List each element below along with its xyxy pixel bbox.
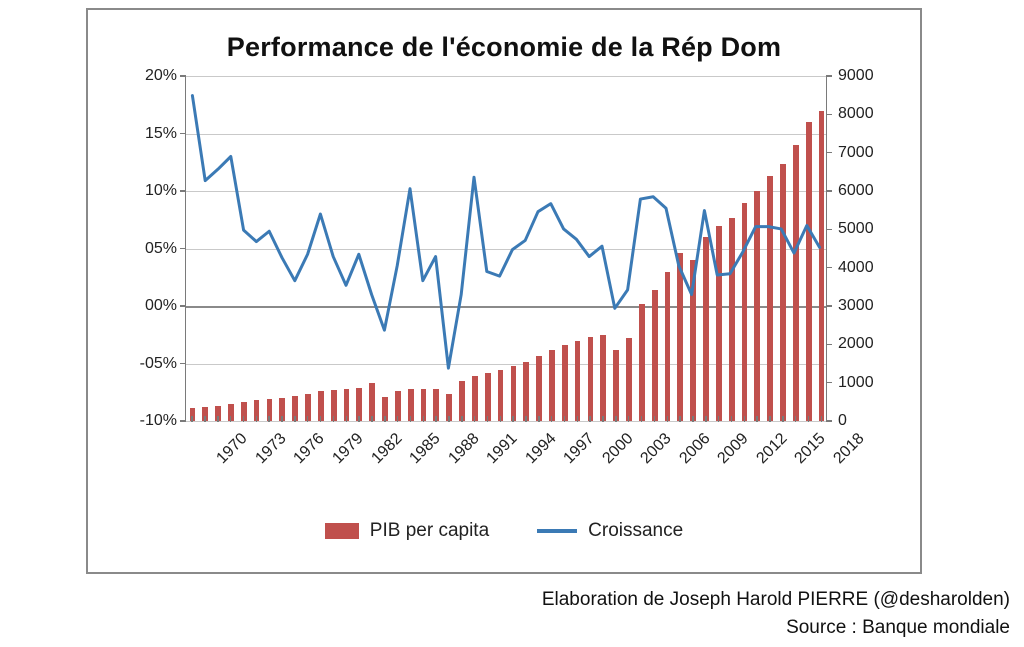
y-tick-label-right: 7000 xyxy=(838,143,874,161)
bar-swatch-icon xyxy=(325,523,359,539)
y-tick-label-left: 15% xyxy=(144,124,177,142)
x-tick-mark xyxy=(230,416,232,422)
x-tick-mark xyxy=(358,416,360,422)
x-tick-mark xyxy=(294,416,296,422)
x-tick-mark xyxy=(448,416,450,422)
x-tick-mark xyxy=(589,416,591,422)
x-tick-label: 1988 xyxy=(444,430,483,468)
plot-area xyxy=(139,67,874,429)
y-tick-mark-right xyxy=(826,190,832,192)
x-tick-mark xyxy=(769,416,771,422)
x-tick-label: 2003 xyxy=(637,430,675,468)
legend-label-pib: PIB per capita xyxy=(369,520,490,541)
x-tick-label: 1982 xyxy=(367,430,406,468)
legend-item-croissance xyxy=(537,520,683,542)
x-tick-mark xyxy=(500,416,502,422)
x-tick-mark xyxy=(217,416,219,422)
x-tick-mark xyxy=(705,416,707,422)
x-tick-label: 2000 xyxy=(599,430,637,468)
x-tick-mark xyxy=(371,416,373,422)
x-tick-label: 1970 xyxy=(213,430,252,468)
x-tick-mark xyxy=(320,416,322,422)
x-tick-mark xyxy=(602,416,604,422)
x-tick-mark xyxy=(538,416,540,422)
x-tick-mark xyxy=(474,416,476,422)
x-tick-label: 1997 xyxy=(560,430,598,468)
x-tick-mark xyxy=(731,416,733,422)
y-tick-label-right: 3000 xyxy=(838,297,874,314)
x-tick-mark xyxy=(756,416,758,422)
x-tick-mark xyxy=(435,416,437,422)
y-tick-mark-right xyxy=(826,114,832,116)
x-tick-mark xyxy=(281,416,283,422)
line-series-croissance xyxy=(186,76,826,421)
x-tick-mark xyxy=(268,416,270,422)
y-tick-label-right: 5000 xyxy=(838,220,874,238)
x-tick-mark xyxy=(512,416,514,422)
x-tick-mark xyxy=(307,416,309,422)
x-tick-mark xyxy=(333,416,335,422)
y-tick-mark-right xyxy=(826,152,832,154)
y-tick-mark-right xyxy=(826,305,832,307)
y-tick-mark-right xyxy=(826,267,832,269)
footer xyxy=(0,586,1014,641)
legend-label-croissance: Croissance xyxy=(588,520,684,541)
y-tick-label-right: 1000 xyxy=(838,373,874,391)
x-tick-label: 1976 xyxy=(290,430,329,468)
x-tick-label: 1973 xyxy=(252,430,290,468)
chart-title: Performance de l'économie de la Rép Dom xyxy=(226,32,782,62)
y-tick-label-right: 4000 xyxy=(838,258,874,276)
x-tick-label: 2012 xyxy=(753,430,791,468)
x-tick-label: 2015 xyxy=(791,430,829,468)
x-tick-mark xyxy=(667,416,669,422)
x-tick-mark xyxy=(718,416,720,422)
x-tick-mark xyxy=(191,416,193,422)
y-tick-mark-right xyxy=(826,382,832,384)
y-tick-label-left: -05% xyxy=(139,354,177,372)
x-tick-mark xyxy=(397,416,399,422)
x-tick-mark xyxy=(564,416,566,422)
x-tick-mark xyxy=(461,416,463,422)
x-tick-mark xyxy=(615,416,617,422)
x-tick-mark xyxy=(243,416,245,422)
y-tick-label-left: 05% xyxy=(144,239,177,257)
x-tick-mark xyxy=(628,416,630,422)
footer-source: Source : Banque mondiale xyxy=(786,616,1010,638)
legend-item-pib xyxy=(325,520,489,542)
x-tick-mark xyxy=(808,416,810,422)
x-tick-mark xyxy=(551,416,553,422)
x-tick-mark xyxy=(577,416,579,422)
footer-elaboration: Elaboration de Joseph Harold PIERRE (@desharolden) xyxy=(541,589,1010,610)
y-tick-mark-right xyxy=(826,420,832,422)
x-axis xyxy=(185,424,868,514)
line-swatch-icon xyxy=(537,529,577,533)
x-tick-mark xyxy=(346,416,348,422)
x-tick-label: 2006 xyxy=(676,430,714,468)
y-tick-label-right: 8000 xyxy=(838,105,874,123)
x-tick-mark xyxy=(204,416,206,422)
y-tick-label-left: 00% xyxy=(144,297,177,314)
x-tick-mark xyxy=(423,416,425,422)
y-tick-label-left: -10% xyxy=(139,412,177,429)
y-tick-label-right: 2000 xyxy=(838,335,874,353)
x-tick-label: 1991 xyxy=(483,430,521,468)
x-tick-mark xyxy=(744,416,746,422)
y-tick-mark-right xyxy=(826,344,832,346)
chart-frame xyxy=(86,8,922,574)
y-tick-label-left: 10% xyxy=(144,182,177,199)
x-tick-mark xyxy=(384,416,386,422)
y-tick-label-right: 9000 xyxy=(838,67,874,84)
y-tick-label-right: 0 xyxy=(838,412,847,429)
x-tick-mark xyxy=(795,416,797,422)
x-tick-label: 1994 xyxy=(522,430,560,468)
x-tick-mark xyxy=(487,416,489,422)
x-tick-label: 1979 xyxy=(329,430,367,468)
x-tick-label: 2009 xyxy=(714,430,752,468)
x-tick-mark xyxy=(692,416,694,422)
y-tick-label-left: 20% xyxy=(144,67,177,84)
x-tick-mark xyxy=(821,416,823,422)
chart-legend xyxy=(88,520,920,542)
x-tick-mark xyxy=(654,416,656,422)
y-tick-mark-right xyxy=(826,229,832,231)
x-tick-mark xyxy=(641,416,643,422)
y-tick-mark-right xyxy=(826,75,832,77)
x-tick-mark xyxy=(410,416,412,422)
x-tick-mark xyxy=(679,416,681,422)
x-tick-mark xyxy=(782,416,784,422)
x-tick-label: 1985 xyxy=(406,430,444,468)
x-tick-mark xyxy=(525,416,527,422)
x-tick-label: 2018 xyxy=(830,430,868,468)
croissance-line xyxy=(192,96,819,369)
y-tick-label-right: 6000 xyxy=(838,182,874,199)
x-tick-mark xyxy=(256,416,258,422)
